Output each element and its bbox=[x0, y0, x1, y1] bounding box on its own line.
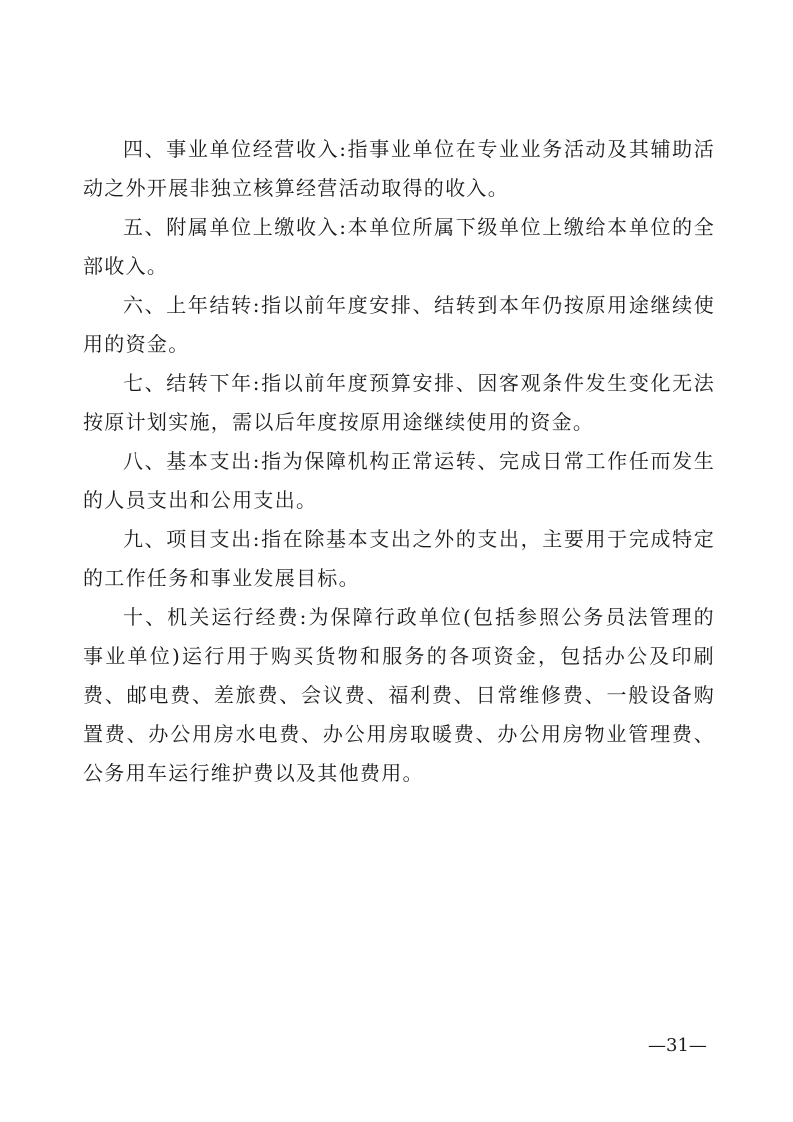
paragraph-basic-expenditure: 八、基本支出:指为保障机构正常运转、完成日常工作任而发生的人员支出和公用支出。 bbox=[83, 449, 715, 512]
paragraph-operating-income: 四、事业单位经营收入:指事业单位在专业业务活动及其辅助活动之外开展非独立核算经营活动取得的收入。 bbox=[83, 137, 715, 200]
page-number: —31— bbox=[648, 1035, 707, 1056]
paragraph-operating-funds: 十、机关运行经费:为保障行政单位(包括参照公务员法管理的事业单位)运行用于购买货物和服务的各项资金，包括办公及印刷费、邮电费、差旅费、会议费、福利费、日常维修费、一般设备购置费、办公用房水电费、办公用房取暖费、办公用房物业管理费、公务用车运行维护费以及其他费用。 bbox=[83, 605, 715, 785]
paragraph-subsidiary-income: 五、附属单位上缴收入:本单位所属下级单位上缴给本单位的全部收入。 bbox=[83, 215, 715, 278]
document-body bbox=[83, 130, 715, 793]
paragraph-project-expenditure: 九、项目支出:指在除基本支出之外的支出，主要用于完成特定的工作任务和事业发展目标。 bbox=[83, 527, 715, 590]
paragraph-next-year-carryover: 七、结转下年:指以前年度预算安排、因客观条件发生变化无法按原计划实施，需以后年度按原用途继续使用的资金。 bbox=[83, 371, 715, 434]
paragraph-prior-year-carryover: 六、上年结转:指以前年度安排、结转到本年仍按原用途继续使用的资金。 bbox=[83, 293, 715, 356]
